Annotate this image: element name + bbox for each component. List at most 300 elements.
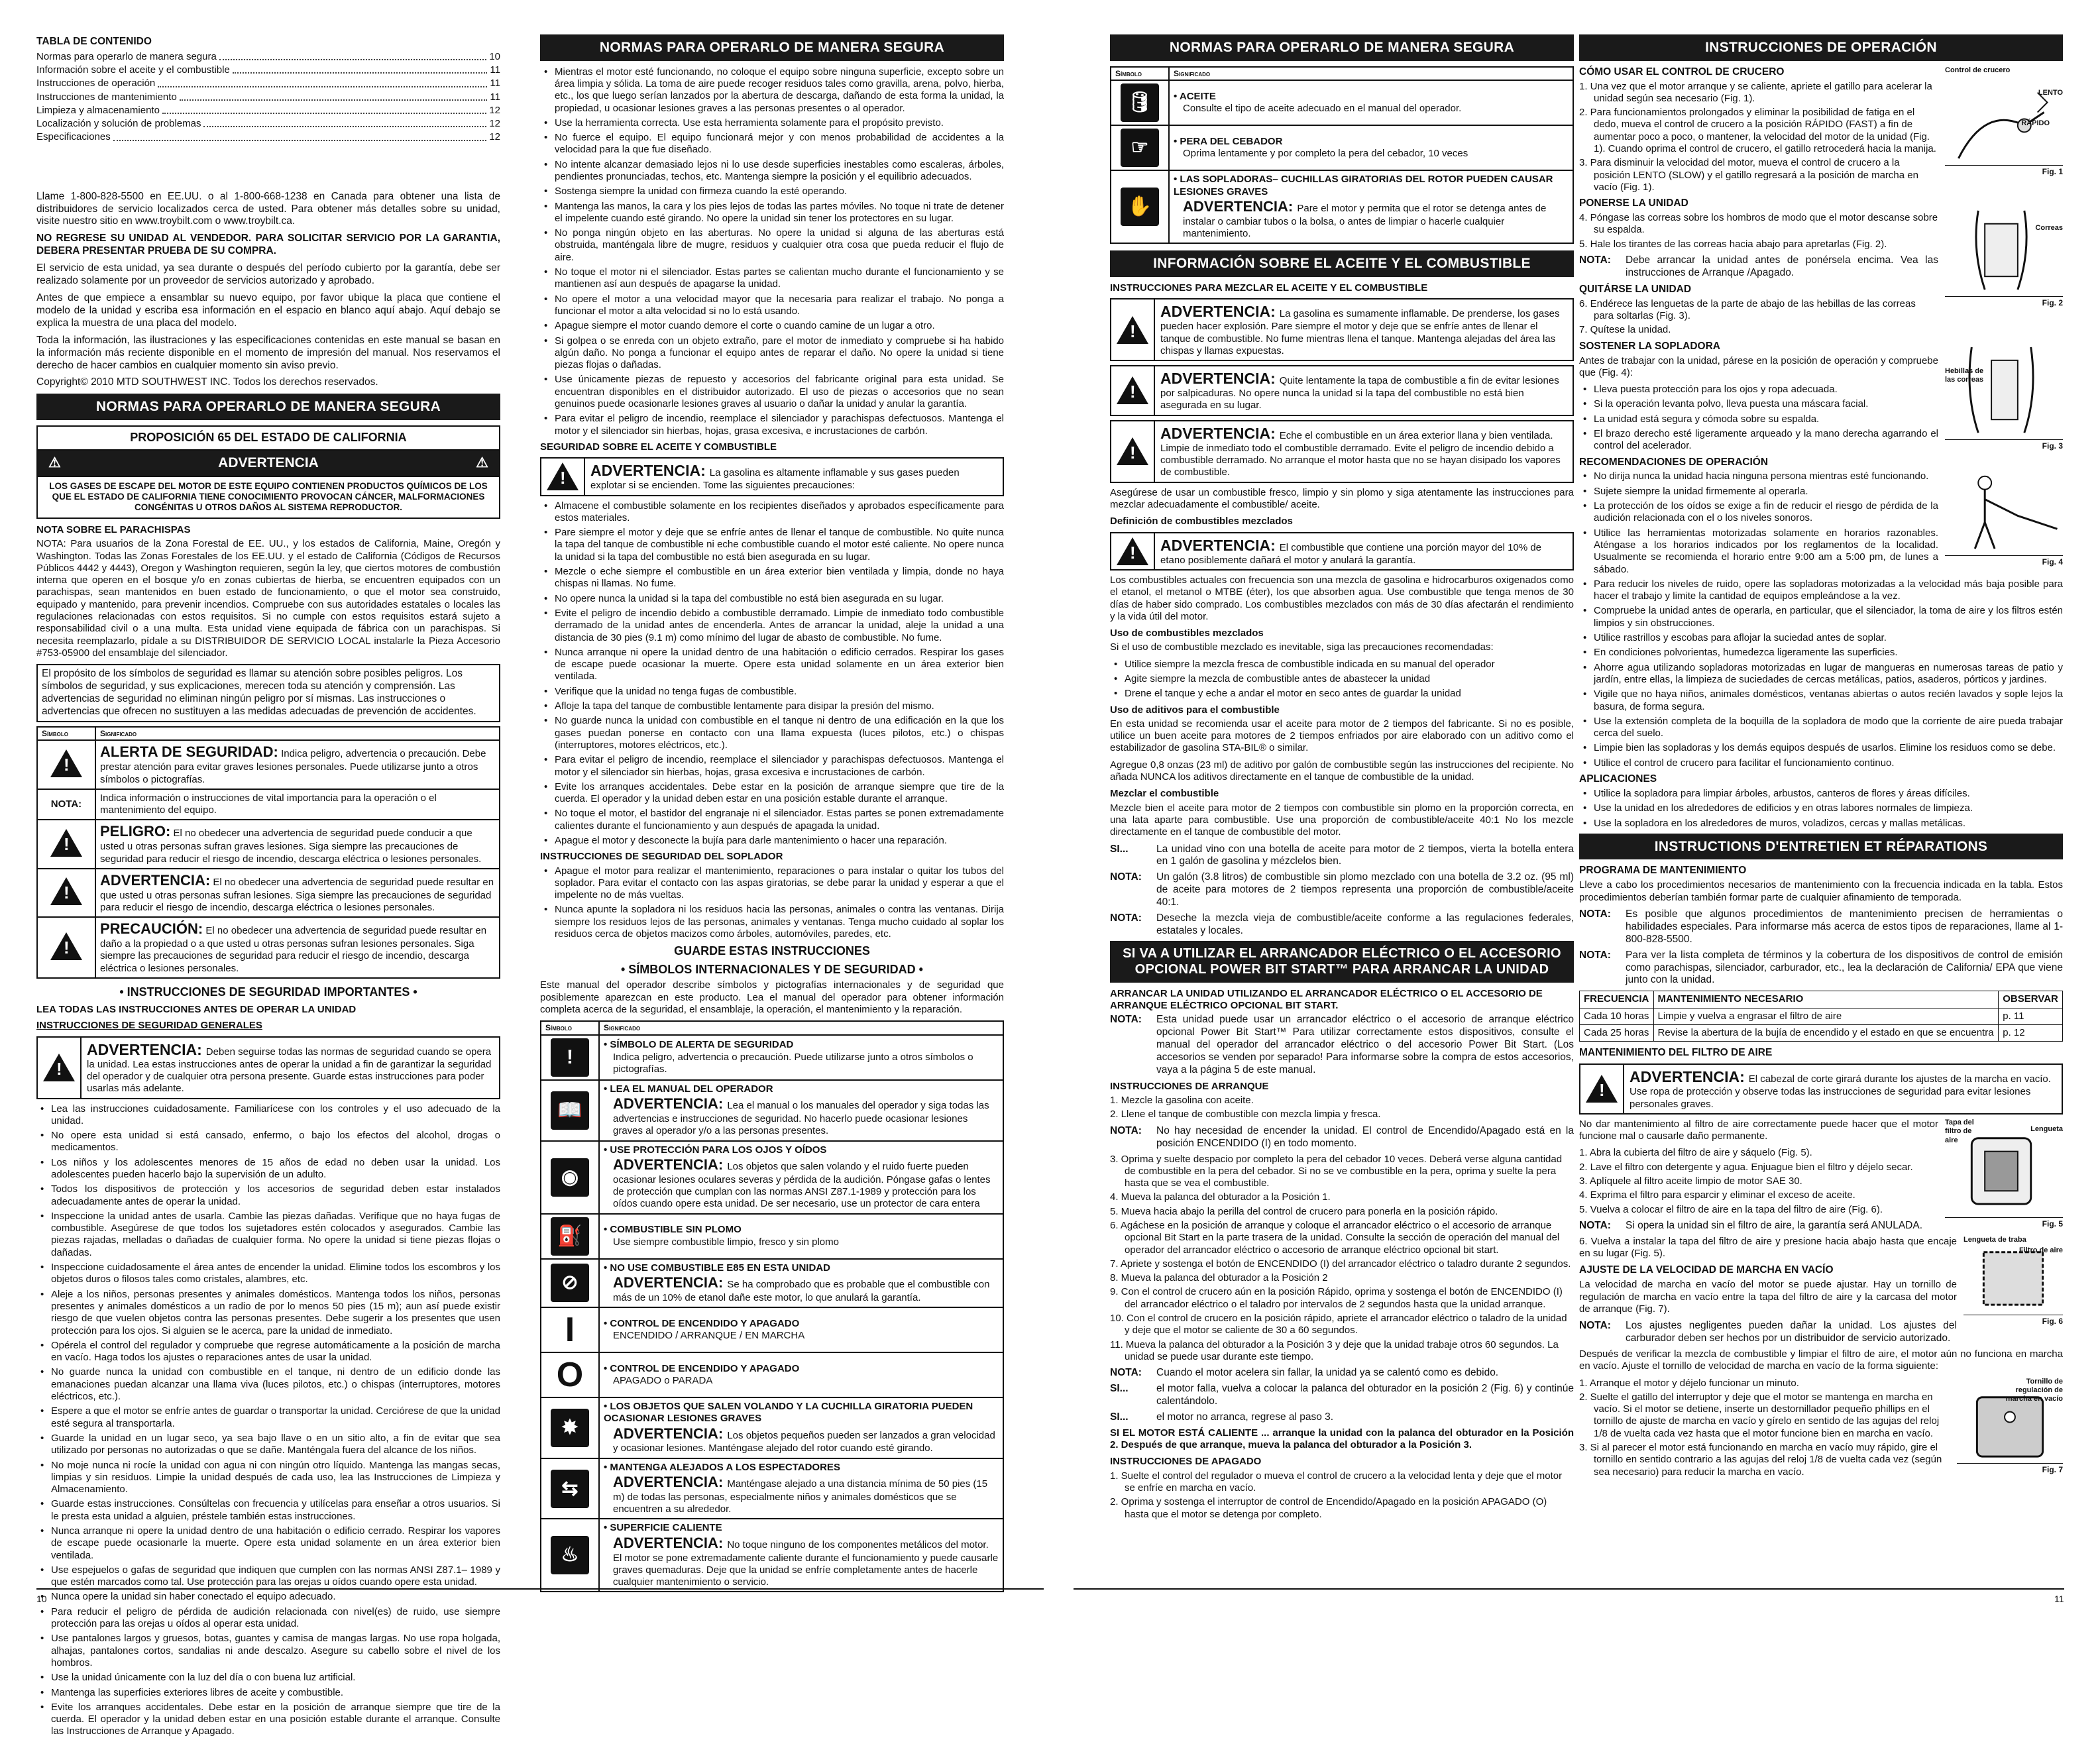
symbol-icon: ☞: [1121, 129, 1159, 167]
step-item: 4. Póngase las correas sobre los hombros de modo que el motor descanse sobre su espalda.: [1579, 212, 1938, 236]
list-item: • Afloje la tapa del tanque de combustible lentamente para disipar la presión del mismo.: [540, 700, 1004, 712]
list-item: • Evite el peligro de incendio debido a combustible derramado. Limpie de inmediato todo combustible derramado de la unidad antes de encenderla. Antes de arrancar la unidad, aleje la unidad a una distancia de 30 pies (9.1 m) como mínimo del lugar de abasto de combustible. No fume.: [540, 608, 1004, 644]
general-heading: INSTRUCCIONES DE SEGURIDAD GENERALES: [36, 1020, 262, 1032]
toc-leader: [219, 50, 487, 60]
list-item: • La protección de los oídos se exige a fin de reducir el riesgo de pérdida de la audición relacionada con el o los niveles sonoros.: [1579, 500, 2063, 525]
symbol-title: • COMBUSTIBLE SIN PLOMO: [604, 1224, 742, 1236]
list-item: • Use la herramienta correcta. Use esta herramienta solamente para el propósito previsto.: [540, 117, 1004, 129]
note-key: NOTA:: [1110, 1014, 1142, 1026]
step-item: 10. Con el control de crucero en la posición rápido, apriete el arrancador eléctrico o taladro de la unidad y deje que el motor se caliente de 30 a 60 segundos.: [1110, 1313, 1567, 1336]
list-item: • Todos los dispositivos de protección y los accesorios de seguridad deben estar instalados adecuadamente antes de operar la unidad.: [36, 1183, 500, 1208]
intro-noreturn: NO REGRESE SU UNIDAD AL VENDEDOR. PARA SOLICITAR SERVICIO POR LA GARANTIA, DEBERA PRESENTAR PRUEBA DE SU COMPRA.: [36, 233, 500, 257]
step-item: 6. Endérece las lenguetas de la parte de abajo de las hebillas de las correas para soltarlas (Fig. 3).: [1579, 298, 1916, 321]
mixing-heading: Mezclar el combustible: [1110, 788, 1219, 800]
list-item: • Espere a que el motor se enfríe antes de guardar o transportar la unidad. Cerciórese de que la unidad esté segura al transportarla.: [36, 1405, 500, 1430]
recommend-list: [1579, 470, 2063, 769]
note-text: Para ver la lista completa de términos y la cobertura de los dispositivos de control de emisión como parachispas, silenciador, carburador, etc., lea la declaración de California/ EPA que viene junto con la unidad.: [1626, 949, 2063, 986]
list-item: • No opere nunca la unidad si la tapa del combustible no está bien asegurada en su lugar.: [540, 593, 1004, 605]
list-item: • Mantenga las manos, la cara y los pies lejos de todas las partes móviles. No toque ni trate de detener el impelente cuando esté girando. No opere la unidad sin tener los protectores en su lugar.: [540, 201, 1004, 225]
table-row: [541, 1397, 1003, 1458]
toc-item-title: Especificaciones: [36, 131, 111, 143]
table-row: [541, 1080, 1003, 1141]
symbol-text: Oprima lentamente y por completo la pera del cebador, 10 veces: [1183, 148, 1468, 160]
section-bar: NORMAS PARA OPERARLO DE MANERA SEGURA: [1110, 34, 1574, 61]
figure-6: [1963, 1236, 2063, 1327]
list-item: • Lleva puesta protección para los ojos y ropa adecuada.: [1579, 384, 2063, 396]
toc-item: [36, 77, 500, 90]
filter-heading: MANTENIMIENTO DEL FILTRO DE AIRE: [1579, 1047, 1773, 1059]
symbols-heading: • SÍMBOLOS INTERNACIONALES Y DE SEGURIDAD •: [621, 963, 923, 977]
symbol-title: • LOS OBJETOS QUE SALEN VOLANDO Y LA CUCHILLA GIRATORIA PUEDEN OCASIONAR LESIONES GRAVES: [604, 1400, 973, 1425]
warning-triangle-icon: ⚠: [48, 455, 61, 470]
idle-note: [1579, 1320, 1957, 1345]
signal-word-table: [36, 726, 500, 979]
figure-caption: Fig. 7: [2042, 1464, 2063, 1474]
list-item: • Compruebe la unidad antes de operarla, en particular, que el silenciador, la toma de aire y los filtros estén limpios y sin obstrucciones.: [1579, 605, 2063, 629]
col-header-symbol: Símbolo: [1111, 67, 1169, 81]
note: [1110, 844, 1574, 869]
hold-text: Antes de trabajar con la unidad, párese en la posición de operación y compruebe que (Fig. 4):: [1579, 354, 1938, 378]
toc-leader: [233, 64, 488, 74]
section-bar: NORMAS PARA OPERARLO DE MANERA SEGURA: [540, 34, 1004, 61]
row-text: Indica información o instrucciones de vital importancia para la operación o el mantenimiento del equipo.: [95, 789, 500, 820]
symbol-text: Consulte el tipo de aceite adecuado en el manual del operador.: [1183, 103, 1462, 115]
note: [1110, 1411, 1574, 1424]
table-row: [541, 1035, 1003, 1080]
symbol-icon: 📖: [551, 1091, 589, 1130]
list-item: • No toque el motor ni el silenciador. Estas partes se calientan mucho durante el funcionamiento y se mantienen así aun después de apagarse la unidad.: [540, 266, 1004, 291]
figure-label: Filtro de aire: [2018, 1246, 2063, 1254]
figure-label: Lengueta: [2030, 1124, 2063, 1133]
list-item: • Agite siempre la mezcla de combustible antes de abastecer la unidad: [1110, 673, 1574, 685]
list-item: • Almacene el combustible solamente en los recipientes diseñados y aprobados específicamente para estos materiales.: [540, 500, 1004, 525]
warning-key: ADVERTENCIA:: [590, 462, 706, 480]
hold-heading: SOSTENER LA SOPLADORA: [1579, 340, 1720, 352]
symbol-icon: ✋: [1121, 188, 1159, 226]
list-item: • Para evitar el peligro de incendio, reemplace el silenciador y parachispas defectuosos. Mantenga el motor y el silenciador sin hierbas, hojas, grasa excesiva e incrustaciones de carbón.: [540, 754, 1004, 779]
additives-text-1: En esta unidad se recomienda usar el aceite para motor de 2 tiempos del fabricante. Si no es posible, utilice un buen aceite para motores de 2 tiempos enfriados por aire elaborado con un aditivo como el estabilizador de gasolina STA-BIL® o similar.: [1110, 718, 1574, 754]
note-text: Es posible que algunos procedimientos de mantenimiento precisen de herramientas o habilidades especiales. Para informarse más acerca de estos tipos de reparaciones, llame al 1-800-828-5500.: [1626, 908, 2063, 945]
figure-caption: Fig. 1: [2042, 166, 2063, 176]
table-cell: Cada 25 horas: [1580, 1024, 1654, 1041]
note-key: NOTA:: [1579, 1219, 1611, 1231]
table-row: [37, 740, 500, 789]
symbol-text: No toque ninguno de los componentes metálicos del motor. El motor se pone extremadamente caliente durante el funcionamiento y puede causarle graves quemaduras. Deje que la unidad se enfríe completamente antes de hacerle cualquier mantenimiento o servicio.: [613, 1539, 999, 1588]
filter-step-6: 6. Vuelva a instalar la tapa del filtro de aire y presione hacia abajo hasta que encaje en su lugar (Fig. 5).: [1579, 1235, 1957, 1260]
list-item: • Vigile que no haya niños, animales domésticos, ventanas abiertas o autos recién lavados y sople lejos la basura, de forma segura.: [1579, 688, 2063, 713]
list-item: • Evite los arranques accidentales. Debe estar en la posición de arranque siempre que tire de la cuerda. El operador y la unidad deben estar en una posición estable durante el arranque.: [540, 781, 1004, 806]
prop65-warning-label: ADVERTENCIA: [218, 455, 319, 470]
list-item: • Use la extensión completa de la boquilla de la sopladora de modo que la corriente de aire pueda trabajar cerca del suelo.: [1579, 716, 2063, 740]
table-row: [541, 1259, 1003, 1307]
symbol-text: Pare el motor y permita que el rotor se detenga antes de instalar o cambiar tubos o la bolsa, o antes de limpiar o hacerle cualquier mantenimiento.: [1183, 202, 1547, 239]
step-item: 2. Llene el tanque de combustible con mezcla limpia y fresca.: [1110, 1109, 1381, 1120]
program-text: Lleve a cabo los procedimientos necesarios de mantenimiento con la frecuencia indicada en la tabla. Estos procedimientos deberían también formar parte de cualquier afinamiento de temporada.: [1579, 879, 2063, 903]
list-item: • No guarde nunca la unidad con combustible en el tanque, ni dentro de un edificio donde las emanaciones puedan alcanzar una llama viva (luces pilotos, etc.) o chispas (interruptores, motores eléctricos, etc.).: [36, 1366, 500, 1403]
step-item: 1. Abra la cubierta del filtro de aire y sáquelo (Fig. 5).: [1579, 1147, 1812, 1159]
list-item: • Aleje a los niños, personas presentes y animales domésticos. Mantenga todos los niños, personas presentes y animales domésticos a un radio de por lo menos 50 pies (15 m); aun así puede existir riesgo de que vuelen objetos contra las personas presentes. Debe sugerir a los presentes que usen protección para los ojos. Si alguien se le acerca, pare la unidad de inmediato.: [36, 1289, 500, 1337]
note-text: Un galón (3.8 litros) de combustible sin plomo mezclado con una botella de 3.2 oz. (95 ml) de aceite para motores de 2 tiempos representa una proporción de combustible/aceite 40:1.: [1156, 871, 1574, 908]
step-item: 3. Aplíquele al filtro aceite limpio de motor SAE 30.: [1579, 1175, 1802, 1187]
toc-title: TABLA DE CONTENIDO: [36, 36, 152, 47]
list-item: • Utilice la sopladora para limpiar árboles, arbustos, canteros de flores y áreas difíciles.: [1579, 788, 2063, 800]
list-item: • Inspeccione la unidad antes de usarla. Cambie las piezas dañadas. Verifique que no haya fugas de combustible. Asegúrese de que todos los sujetadores estén colocados y asegurados. Cambie las piezas rajadas, melladas o dañadas de cualquier forma. No opere la unidad si tiene piezas flojas o dañadas.: [36, 1211, 500, 1259]
table-row: [541, 1519, 1003, 1592]
symbol-table: [1110, 66, 1574, 245]
warning-triangle-icon: ⚠: [476, 455, 488, 470]
list-item: • Evite los arranques accidentales. Debe estar en la posición de arranque siempre que tire de la cuerda. El operador y la unidad deben estar en una posición estable durante el arranque. Consulte las Instrucciones de Arranque y Apagado.: [36, 1702, 500, 1738]
table-row: [1580, 1024, 2063, 1041]
start-steps-2: [1110, 1154, 1574, 1364]
note-text: Esta unidad puede usar un arrancador eléctrico o el accesorio de arranque eléctrico opcional Power Bit Start™ Para utilizar correctamente estos dispositivos, consulte el manual del operador del arrancador eléctrico o del accesorio Power Bit Start. (Los accesorios se venden por separado! Para informarse sobre la compra de estos accesorios, vaya a la página 5 de este manual.: [1156, 1014, 1574, 1075]
start-heading: INSTRUCCIONES DE ARRANQUE: [1110, 1080, 1269, 1092]
table-row: [37, 917, 500, 978]
step-item: 9. Con el control de crucero aún en la posición Rápido, oprima y sostenga el botón de ENCENDIDO (I) del arrancador eléctrico o el taladro por intervalos de 2 segundos hasta que la unidad arranque.: [1110, 1286, 1563, 1310]
table-row: [1111, 125, 1573, 170]
warning-icon: [547, 463, 579, 490]
symbol-icon: ⛽: [551, 1217, 589, 1256]
list-item: • Pare siempre el motor y deje que se enfríe antes de llenar el tanque de combustible. No quite nunca la tapa del tanque de combustible ni eche combustible cuando el motor esté caliente. No opere nunca la unidad si la tapa del combustible no está bien asegurada en su lugar.: [540, 527, 1004, 563]
list-item: • Mezcle o eche siempre el combustible en un área exterior bien ventilada y limpia, donde no haya chispas ni llamas. No fume.: [540, 566, 1004, 590]
toc-leader: [162, 104, 486, 114]
symbol-text: Manténgase alejado a una distancia mínima de 50 pies (15 m) de todas las personas, especialmente niños y animales domésticos que se encuentren a su alrededor.: [613, 1478, 988, 1515]
symbol-icon: ⊘: [551, 1264, 589, 1302]
table-row: [541, 1141, 1003, 1214]
general-warning: [36, 1036, 500, 1099]
list-item: • Si golpea o se enreda con un objeto extraño, pare el motor de inmediato y compruebe si ha habido algún daño. No ponga a funcionar el equipo antes de reparar el daño. No opere la unidad si tiene piezas flojas o dañadas.: [540, 335, 1004, 372]
applications-heading: APLICACIONES: [1579, 773, 1657, 785]
mixing-text: Mezcle bien el aceite para motor de 2 tiempos con combustible sin plomo en la proporción correcta, en una lata aparte para combustible. Use una proporción de combustible/aceite 40:1 No los mezcle directamente en el tanque de combustible del motor.: [1110, 802, 1574, 838]
list-item: • Para evitar el peligro de incendio, reemplace el silenciador y parachispas defectuosos. Mantenga el motor y el silenciador sin hierbas, hojas, grasa excesiva, e incrustaciones de carbón.: [540, 413, 1004, 437]
col-header-symbol: Símbolo: [541, 1021, 599, 1035]
step-item: 3. Si al parecer el motor está funcionando en marcha en vacío muy rápido, gire el tornillo en sentido contrario a las agujas del reloj 1/8 de vuelta cada vez (según sea necesario) para reducir la marcha en vacío.: [1579, 1442, 1942, 1478]
step-item: 7. Apriete y sostenga el botón de ENCENDIDO (I) del arrancador eléctrico o taladro durante 2 segundos.: [1110, 1258, 1571, 1270]
row-text: El no obedecer una advertencia de seguridad puede resultar en daño a la propiedad o a que usted u otras personas sufran lesiones personales. Siga siempre las precauciones de seguridad para reducir el riesgo de incendio, descarga eléctrica o lesiones personales.: [100, 925, 487, 974]
start-note: [1110, 1125, 1574, 1150]
column-3: [1110, 32, 1574, 1525]
spark-text: NOTA: Para usuarios de la Zona Forestal de EE. UU., y los estados de California, Maine, Oregón y Washington. Todas las Zonas Forestales de los EE.UU. y el estado de California (Códigos de Recursos Públicos 4442 y 4443), Oregon y Washington requieren, según la ley, que ciertos motores de combustión interna que operen en el bosque y/o en zonas cubiertas de hierba, se encuentren equipados con un parachispas, sean mantenidos en buen estado de funcionamiento, o que el motor sea construido, equipado y mantenido, para prevenir incendios. Compruebe con sus autoridades estatales o locales las regulaciones relacionadas con estos requisitos. Si no cumple con estos requisitos estará sujeto a responsabilidad civil o a una multa. Esta unidad viene equipada de fábrica con un parachispas. Si necesita reemplazarlo, pídale a su DISTRIBUIDOR DE SERVICIO LOCAL instalarle la Pieza Accesorio #753-05900 del ensamblaje del silenciador.: [36, 538, 500, 659]
list-item: • Ahorre agua utilizando sopladoras motorizadas en lugar de mangueras en numerosas tareas de patio y jardín, entre ellas, la limpieza de suciedades de cercas metálicas, patios, asaderos, pórticos y jardines.: [1579, 662, 2063, 686]
starter-bar: SI VA A UTILIZAR EL ARRANCADOR ELÉCTRICO O EL ACCESORIO OPCIONAL POWER BIT START™ PARA ARRANCAR LA UNIDAD: [1110, 941, 1574, 983]
list-item: • Use pantalones largos y gruesos, botas, guantes y camisa de mangas largas. No use ropa holgada, alhajas, pantalones cortos, sandalias ni ande descalzo. Asegure su cabello sobre el nivel de los hombros.: [36, 1633, 500, 1669]
note-key: SI...: [1110, 843, 1129, 855]
note-text: La unidad vino con una botella de aceite para motor de 2 tiempos, vierta la botella entera en 1 galón de gasolina y mézclelos bien.: [1156, 843, 1574, 867]
alert-icon: [50, 749, 82, 777]
figure-label: Lengueta de traba: [1963, 1235, 2026, 1244]
fuel-warning-1: [1110, 298, 1574, 361]
toc-item-page: 12: [489, 118, 500, 130]
toc-item-title: Información sobre el aceite y el combustible: [36, 64, 230, 76]
list-item: • No opere el motor a una velocidad mayor que la necesaria para realizar el trabajo. No ponga a funcionar el motor a alta velocidad si no lo está usando.: [540, 294, 1004, 318]
program-notes: [1579, 908, 2063, 987]
fresh-fuel-text: Asegúrese de usar un combustible fresco, limpio y sin plomo y siga atentamente las instrucciones para mezclar adecuadamente el combustible/ aceite.: [1110, 486, 1574, 510]
list-item: • Sostenga siempre la unidad con firmeza cuando la esté operando.: [540, 186, 1004, 197]
toc-leader: [180, 91, 488, 101]
list-item: • Utilice siempre la mezcla fresca de combustible indicada en su manual del operador: [1110, 659, 1574, 671]
table-row: [1111, 170, 1573, 243]
symbol-key: ADVERTENCIA:: [1183, 197, 1298, 215]
list-item: • La unidad está segura y cómoda sobre su espalda.: [1579, 413, 2063, 425]
idle-text-2: Después de verificar la mezcla de combustible y limpiar el filtro de aire, el motor aún no funciona en marcha en vacío. Ajuste el tornillo de velocidad de marcha en vacío de la forma siguiente:: [1579, 1348, 2063, 1372]
table-row: [541, 1352, 1003, 1397]
list-item: • Lea las instrucciones cuidadosamente. Familiarícese con los controles y el uso adecuado de la unidad.: [36, 1103, 500, 1128]
page-number-left: 10: [36, 1594, 47, 1604]
mix-heading: INSTRUCCIONES PARA MEZCLAR EL ACEITE Y EL COMBUSTIBLE: [1110, 282, 1428, 294]
symbol-title: • CONTROL DE ENCENDIDO Y APAGADO: [604, 1362, 800, 1374]
general-safety-list: [36, 1103, 500, 1738]
intro-call: Llame 1-800-828-5500 en EE.UU. o al 1-800-668-1238 en Canada para obtener una lista de distribuidores de servicio localizados cerca de usted. Para obtener más detalles sobre su unidad, visite nuestro sitio en www.troybilt.com o www.troybilt.ca.: [36, 190, 500, 227]
row-key: NOTA:: [37, 789, 95, 820]
important-heading: • INSTRUCCIONES DE SEGURIDAD IMPORTANTES •: [119, 985, 417, 999]
filter-warning: [1579, 1063, 2063, 1115]
symbol-text: Indica peligro, advertencia o precaución. Puede utilizarse junto a otros símbolos o pictografías.: [613, 1051, 973, 1075]
step-item: 5. Hale los tirantes de las correas hacia abajo para apretarlas (Fig. 2).: [1579, 238, 1887, 250]
note: [1110, 1383, 1574, 1408]
warning-icon: [50, 877, 82, 905]
step-item: 1. Mezcle la gasolina con aceite.: [1110, 1095, 1254, 1107]
toc-item-title: Instrucciones de mantenimiento: [36, 91, 177, 103]
warning-text: El combustible que contiene una porción mayor del 10% de etano posiblemente dañará el motor y anulará la garantía.: [1160, 541, 1542, 566]
start-notes: [1110, 1367, 1574, 1424]
intro-p1: El servicio de esta unidad, ya sea durante o después del período cubierto por la garantía, debe ser realizado solamente por un proveedor de servicios autorizado y aprobado.: [36, 262, 500, 287]
list-item: • Opérela el control del regulador y compruebe que regrese automáticamente a la posición de marcha en vacío. Haga todos los ajustes o reparaciones antes de usar la unidad.: [36, 1340, 500, 1364]
symbol-title: • CONTROL DE ENCENDIDO Y APAGADO: [604, 1317, 800, 1329]
toc-item-page: 12: [489, 104, 500, 116]
table-row: [1111, 80, 1573, 125]
table-header: MANTENIMIENTO NECESARIO: [1653, 991, 1999, 1008]
symbol-icon: O: [551, 1356, 589, 1394]
symbol-text: Los objetos que salen volando y el ruido fuerte pueden ocasionar lesiones oculares severas y pérdida de la audición. Póngase gafas o lentes de protección que cumplan con las normas ANSI Z87.1-1989 y protección para los oídos cuando opere esta unidad. De ser necesario, use un protector de cara entera: [613, 1160, 991, 1210]
list-item: • Apague el motor para realizar el mantenimiento, reparaciones o para instalar o quitar los tubos del soplador. Para evitar el contacto con las aspas giratorias, se debe parar la unidad y esperar a que el impelente no de más vueltas.: [540, 865, 1004, 902]
step-item: 11. Mueva la palanca del obturador a la Posición 3 y deje que la unidad trabaje otros 60 segundos. La unidad se puede usar durante este tiempo.: [1110, 1338, 1559, 1362]
list-item: • Mantenga las superficies exteriores libres de aceite y combustible.: [36, 1687, 500, 1699]
figure-label: Correas: [2035, 224, 2063, 233]
step-item: 2. Suelte el gatillo del interruptor y deje que el motor se mantenga en marcha en vacío. Si el motor se detiene, inserte un destornillador pequeño phillips en el tornillo de ajuste de marcha en vacío y gírelo en sentido de las agujas del reloj 1/8 de vuelta cada vez hasta que el motor funcione bien en marcha en vacío.: [1579, 1391, 1940, 1439]
figure-caption: Fig. 2: [2042, 298, 2063, 308]
column-1: [36, 32, 500, 1742]
step-item: 2. Para funcionamientos prolongados y eliminar la posibilidad de fatiga en el dedo, mueva el control de crucero a la posición RÁPIDO (FAST) a fin de aumentar poco a poco, o mantener, la velocidad del motor de la unidad (Fig. 1). Cuando oprima el control de crucero, el gatillo retrocederá hacia la manija.: [1579, 107, 1936, 154]
maintenance-table: [1579, 991, 2063, 1042]
symbol-key: ADVERTENCIA:: [613, 1095, 728, 1113]
warning-text: Deben seguirse todas las normas de seguridad cuando se opera la unidad. Lea estas instrucciones antes de operar la unidad a fin de garantizar la seguridad del operador y de cualquier otra persona presente. Guarde estas instrucciones para poder usarlas más adelante.: [87, 1046, 492, 1095]
row-text: Indica peligro, advertencia o precaución. Debe prestar atención para evitar graves lesiones personales. Puede utilizarse junto a otros símbolos o pictografías.: [100, 748, 486, 785]
table-header: FRECUENCIA: [1580, 991, 1654, 1008]
toc-item-page: 11: [490, 64, 500, 76]
warning-icon: [1117, 537, 1148, 565]
list-item: • No guarde nunca la unidad con combustible en el tanque ni dentro de una edificación en la que los gases puedan ponerse en contacto con una llama expuesta (luces pilotos, etc.) o chispas (interruptores, motores eléctricos, etc.).: [540, 715, 1004, 751]
table-row: [541, 1307, 1003, 1352]
note-key: NOTA:: [1579, 254, 1611, 266]
maintenance-bar: INSTRUCTIONS D'ENTRETIEN ET RÉPARATIONS: [1579, 834, 2063, 860]
applications-list: [1579, 788, 2063, 830]
spark-heading: NOTA SOBRE EL PARACHISPAS: [36, 523, 191, 535]
symbol-title: • LEA EL MANUAL DEL OPERADOR: [604, 1083, 773, 1095]
table-cell: Limpie y vuelva a engrasar el filtro de aire: [1653, 1008, 1999, 1024]
toc-item-title: Normas para operarlo de manera segura: [36, 50, 217, 62]
warning-key: ADVERTENCIA:: [1160, 424, 1276, 442]
table-row: [37, 869, 500, 917]
toc-item: [36, 104, 500, 117]
wear-note: [1579, 254, 1938, 280]
additives-heading: Uso de aditivos para el combustible: [1110, 704, 1280, 716]
safety-list: [540, 66, 1004, 437]
symbol-text: Se ha comprobado que es probable que el combustible con más de un 10% de etanol dañe este motor, lo que anulará la garantía.: [613, 1278, 990, 1303]
col-header-meaning: Significado: [599, 1021, 1003, 1035]
note: [1110, 871, 1574, 909]
figure-label: Hebillas de las correas: [1945, 366, 1984, 384]
list-item: • Apague el motor y desconecte la bujía para darle mantenimiento o hacer una reparación.: [540, 835, 1004, 847]
list-item: • Utilice rastrillos y escobas para aflojar la suciedad antes de soplar.: [1579, 632, 2063, 644]
list-item: • Use espejuelos o gafas de seguridad que indiquen que cumplen con las normas ANSI Z87.1– 1989 y que estén marcados como tal. Use protección para las orejas u oídos cuando opere esta unidad.: [36, 1564, 500, 1589]
note-text: Deseche la mezcla vieja de combustible/aceite conforme a las regulaciones federales, estatales y locales.: [1156, 912, 1574, 936]
list-item: • No moje nunca ni rocíe la unidad con agua ni con ningún otro líquido. Mantenga las mangas secas, limpias y sin residuos. Limpie la unidad después de cada uso, lea las Instrucciones de Limpieza y Almacenamiento.: [36, 1460, 500, 1496]
step-item: 6. Agáchese en la posición de arranque y coloque el arrancador eléctrico o el accesorio de arranque opcional Bit Start en la parte trasera de la unidad. Consulte la sección de operación del manual del operador del arrancador eléctrico o accesorio de arranque eléctrico opcional bit start.: [1110, 1219, 1560, 1256]
table-of-contents: [36, 50, 500, 144]
symbol-title: • SUPERFICIE CALIENTE: [604, 1522, 722, 1534]
fuel-warning-3: [1110, 420, 1574, 483]
toc-item: [36, 117, 500, 131]
list-item: • El brazo derecho esté ligeramente arqueado y la mano derecha agarrando el control del acelerador.: [1579, 428, 2063, 453]
table-cell: p. 12: [1999, 1024, 2063, 1041]
note-key: NOTA:: [1110, 1367, 1142, 1379]
filter-note: [1579, 1220, 1938, 1232]
list-item: • Use la unidad únicamente con la luz del día o con buena luz artificial.: [36, 1672, 500, 1684]
symbol-text: APAGADO o PARADA: [613, 1374, 713, 1386]
symbol-table: [540, 1020, 1004, 1592]
symbol-title: • SÍMBOLO DE ALERTA DE SEGURIDAD: [604, 1039, 794, 1051]
use-list: [1110, 659, 1574, 700]
toc-item: [36, 131, 500, 144]
symbol-key: ADVERTENCIA:: [613, 1534, 728, 1551]
idle-text: La velocidad de marcha en vacío del motor se puede ajustar. Hay un tornillo de regulación de marcha en vacío entre la tapa del filtro de aire y la carcasa del motor de arranque (Fig. 7).: [1579, 1279, 1957, 1315]
table-row: [541, 1214, 1003, 1259]
warning-icon: [1117, 316, 1148, 344]
toc-item-page: 12: [489, 131, 500, 143]
list-item: • Use únicamente piezas de repuesto y accesorios del fabricante original para esta unidad. Se encuentran disponibles en el distribuidor autorizado. El uso de piezas o accesorios que no sean genuinos puede ocasionarle lesiones graves al usuario o dañar la unidad y anular la garantía.: [540, 374, 1004, 410]
symbol-icon: ♨: [551, 1536, 589, 1574]
figure-1: [1945, 66, 2063, 177]
col-header-symbol: Símbolo: [37, 727, 95, 741]
column-2: [540, 32, 1004, 1599]
warning-text: Eche el combustible en un área exterior llana y bien ventilada. Limpie de inmediato todo el combustible derramado. Evite el peligro de incendio debido a combustible derramado. No arranque el motor hasta que no se hayan disipado los vapores de combustible.: [1160, 429, 1561, 478]
table-row: [37, 789, 500, 820]
note-text: No hay necesidad de encender la unidad. El control de Encendido/Apagado está en la posición ENCENDIDO (I) en todo momento.: [1156, 1124, 1574, 1149]
footer-rule: [1074, 1588, 2064, 1590]
figure-caption: Fig. 5: [2042, 1219, 2063, 1228]
note-key: SI...: [1110, 1411, 1129, 1423]
note-key: NOTA:: [1579, 1320, 1611, 1332]
mixing-notes: [1110, 844, 1574, 938]
toc-item-title: Instrucciones de operación: [36, 78, 156, 89]
prop65-text: LOS GASES DE ESCAPE DEL MOTOR DE ESTE EQUIPO CONTIENEN PRODUCTOS QUÍMICOS DE LOS QUE EL ESTADO DE CALIFORNIA TIENE CONOCIMIENTO PROVOCAN CÁNCER, MALFORMACIONES CONGÉNITAS U OTROS DAÑOS AL SISTEMA REPRODUCTOR.: [36, 477, 500, 519]
step-item: 5. Vuelva a colocar el filtro de aire en la tapa del filtro de aire (Fig. 6).: [1579, 1203, 1883, 1215]
list-item: • Apague siempre el motor cuando demore el corte o cuando camine de un lugar a otro.: [540, 320, 1004, 332]
warning-key: ADVERTENCIA:: [1160, 370, 1276, 388]
row-key: ADVERTENCIA:: [100, 871, 211, 889]
warning-text: Quite lentamente la tapa de combustible a fin de evitar lesiones por salpicaduras. No opere nunca la unidad si la tapa del combustible no está bien asegurada en su lugar.: [1160, 375, 1559, 411]
note: [1579, 908, 2063, 946]
note-text: el motor no arranca, regrese al paso 3.: [1156, 1411, 1334, 1423]
list-item: • Use la unidad en los alrededores de edificios y en otras labores normales de limpieza.: [1579, 802, 2063, 814]
symbol-title: • PERA DEL CEBADOR: [1174, 135, 1283, 147]
figure-caption: Fig. 6: [2042, 1316, 2063, 1326]
figure-label: Tapa del filtro de aire: [1945, 1118, 1974, 1144]
symbol-icon: 🛢: [1121, 83, 1159, 122]
toc-item-title: Limpieza y almacenamiento: [36, 104, 160, 116]
start-steps: [1110, 1095, 1574, 1121]
warning-icon: [1117, 376, 1148, 404]
note-key: NOTA:: [1110, 1124, 1142, 1136]
purpose-box: El propósito de los símbolos de seguridad es llamar su atención sobre posibles peligros. Los símbolos de seguridad, y sus explicaciones, merecen toda su atención y comprensión. Las advertencias de seguridad no eliminan ningún peligro por sí mismas. Las instrucciones o advertencias que ofrecen no sustituyen a las medidas adecuadas de prevención de accidentes.: [36, 664, 500, 722]
symbol-title: • NO USE COMBUSTIBLE E85 EN ESTA UNIDAD: [604, 1262, 830, 1274]
table-cell: Revise la abertura de la bujía de encendido y el estado en que se encuentra: [1653, 1024, 1999, 1041]
symbol-icon: I: [551, 1311, 589, 1349]
symbol-key: ADVERTENCIA:: [613, 1156, 728, 1173]
list-item: • Utilice las herramientas motorizadas solamente en horarios razonables. Aténgase a los horarios indicados por los reglamentos de la localidad. Usualmente se recomienda el horario entre 9:00 am a 5:00 pm, de lunes a sábado.: [1579, 527, 2063, 576]
fuel-safety-list: [540, 500, 1004, 847]
toc-leader: [158, 77, 487, 87]
symbol-title: • ACEITE: [1174, 90, 1216, 102]
page-number-right: 11: [2054, 1594, 2064, 1604]
table-header: OBSERVAR: [1999, 991, 2063, 1008]
symbol-icon: !: [551, 1038, 589, 1077]
definition-heading: Definición de combustibles mezclados: [1110, 516, 1293, 527]
program-heading: PROGRAMA DE MANTENIMIENTO: [1579, 865, 1747, 877]
toc-item: [36, 64, 500, 77]
use-text: Si el uso de combustible mezclado es inevitable, siga las precauciones recomendadas:: [1110, 641, 1494, 653]
fuel-heading: SEGURIDAD SOBRE EL ACEITE Y COMBUSTIBLE: [540, 441, 777, 453]
symbol-title: • LAS SOPLADORAS– CUCHILLAS GIRATORIAS DEL ROTOR PUEDEN CAUSAR LESIONES GRAVES: [1174, 174, 1553, 197]
idle-heading: AJUSTE DE LA VELOCIDAD DE MARCHA EN VACÍO: [1579, 1264, 1834, 1276]
symbol-key: ADVERTENCIA:: [613, 1473, 728, 1490]
hot-engine-text: SI EL MOTOR ESTÁ CALIENTE ... arranque la unidad con la palanca del obturador en la Posición 2. Después de que arranque, mueva la palanca del obturador a la Posición 3.: [1110, 1427, 1574, 1451]
warning-text: El cabezal de corte girará durante los ajustes de la marcha en vacío. Use ropa de protección y observe todas las instrucciones de seguridad para evitar lesiones personales graves.: [1630, 1073, 2051, 1110]
stop-steps: [1110, 1470, 1574, 1521]
list-item: • Guarde estas instrucciones. Consúltelas con frecuencia y utilícelas para enseñar a otros usuarios. Si le presta esta unidad a alguien, préstele también estas instrucciones.: [36, 1498, 500, 1523]
list-item: • Nunca arranque ni opere la unidad dentro de una habitación o edificio cerrados. Respirar los gases de escape puede ocasionar la muerte. Opere esta unidad solamente en un área exterior bien ventilada.: [540, 647, 1004, 683]
use-heading: Uso de combustibles mezclados: [1110, 627, 1264, 639]
figure-2: [1945, 197, 2063, 308]
note-key: SI...: [1110, 1383, 1129, 1395]
step-item: 1. Suelte el control del regulador o mueva el control de crucero a la velocidad lenta y deje que el motor se enfríe en marcha en vacío.: [1110, 1470, 1563, 1494]
danger-icon: [50, 829, 82, 857]
note-text: Cuando el motor acelera sin fallar, la unidad ya se calentó como es debido.: [1156, 1367, 1499, 1379]
warning-key: ADVERTENCIA:: [1630, 1068, 1745, 1086]
fuel-warning-2: [1110, 365, 1574, 416]
ethanol-warning: [1110, 532, 1574, 571]
list-item: • Inspeccione cuidadosamente el área antes de encender la unidad. Elimine todos los escombros y los objetos duros o filosos tales como cristales, alambres, etc.: [36, 1262, 500, 1286]
filter-text: No dar mantenimiento al filtro de aire correctamente puede hacer que el motor funcione mal o causarle daño permanente.: [1579, 1118, 1938, 1142]
figure-7: [1957, 1378, 2063, 1475]
recommend-heading: RECOMENDACIONES DE OPERACIÓN: [1579, 456, 1769, 468]
toc-item-page: 11: [490, 78, 500, 89]
warning-key: ADVERTENCIA:: [1160, 536, 1276, 554]
row-key: PRECAUCIÓN:: [100, 920, 203, 938]
table-row: [37, 820, 500, 868]
figure-label: LENTO: [2038, 88, 2063, 97]
note: [1579, 950, 2063, 987]
row-key: ALERTA DE SEGURIDAD:: [100, 743, 278, 761]
remove-heading: QUITÁRSE LA UNIDAD: [1579, 283, 1692, 295]
definition-text: Los combustibles actuales con frecuencia son una mezcla de gasolina e hidrocarburos oxigenados como el etanol, el metanol o MTBE (éter), los que absorben agua. Use combustible que tenga menos de 30 días de haber sido comprado. Los combustibles mezclados con más de 30 días afectarán el rendimiento y la vida útil del motor.: [1110, 574, 1574, 622]
symbol-key: ADVERTENCIA:: [613, 1274, 728, 1291]
symbol-title: • MANTENGA ALEJADOS A LOS ESPECTADORES: [604, 1461, 840, 1473]
step-item: 4. Mueva la palanca del obturador a la Posición 1.: [1110, 1191, 1331, 1203]
fuel-warning: [540, 457, 1004, 496]
warning-icon: [1117, 437, 1148, 465]
note-key: NOTA:: [1110, 871, 1142, 883]
list-item: • No intente alcanzar demasiado lejos ni lo use desde superficies inestables como escaleras, árboles, pendientes pronunciadas, techos, etc. Mantenga siempre la posición y el equilibrio adecuados.: [540, 159, 1004, 184]
